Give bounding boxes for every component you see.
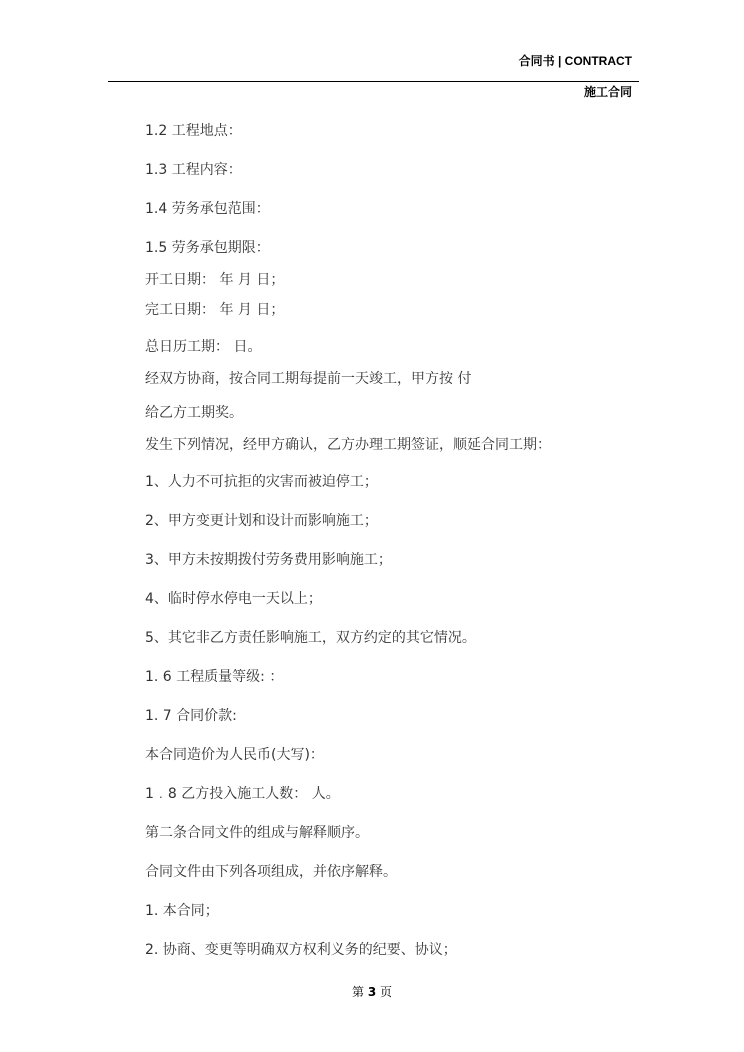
page-number-prefix: 第: [351, 985, 364, 999]
text-line: 1.4 劳务承包范围：: [145, 201, 270, 217]
text-line: 发生下列情况，经甲方确认，乙方办理工期签证，顺延合同工期：: [145, 437, 551, 453]
text-line: 2. 协商、变更等明确双方权利义务的纪要、协议；: [145, 942, 457, 958]
text-line: 5、其它非乙方责任影响施工，双方约定的其它情况。: [145, 630, 476, 646]
text-line: 1.5 劳务承包期限：: [145, 240, 270, 256]
text-line: 4、临时停水停电一天以上；: [145, 591, 322, 607]
text-line: 1.2 工程地点：: [145, 123, 242, 139]
page-footer: [0, 983, 744, 1000]
text-line: 完工日期： 年 月 日；: [145, 302, 285, 318]
text-line: 1﹒8 乙方投入施工人数： 人。: [145, 786, 340, 802]
text-line: 1.3 工程内容：: [145, 162, 242, 178]
text-line: 3、甲方未按期拨付劳务费用影响施工；: [145, 552, 392, 568]
text-line: 第二条合同文件的组成与解释顺序。: [145, 825, 369, 841]
text-line: 给乙方工期奖。: [145, 405, 243, 421]
text-line: 合同文件由下列各项组成，并依序解释。: [145, 864, 397, 880]
text-line: 开工日期： 年 月 日；: [145, 272, 285, 288]
text-line: 本合同造价为人民币(大写)：: [145, 747, 324, 763]
header-divider: [108, 81, 639, 82]
page-number: 3: [367, 985, 377, 999]
text-line: 经双方协商，按合同工期每提前一天竣工，甲方按 付: [145, 371, 472, 387]
text-line: 1. 本合同；: [145, 903, 219, 919]
page-number-suffix: 页: [380, 985, 393, 999]
text-line: 1、人力不可抗拒的灾害而被迫停工；: [145, 474, 378, 490]
text-line: 总日历工期： 日。: [145, 339, 262, 355]
header-title: 合同书 | CONTRACT: [518, 54, 632, 68]
header-subtitle: 施工合同: [583, 85, 632, 99]
text-line: 2、甲方变更计划和设计而影响施工；: [145, 513, 378, 529]
text-line: 1. 6 工程质量等级: ：: [145, 669, 284, 685]
text-line: 1. 7 合同价款:: [145, 708, 237, 724]
